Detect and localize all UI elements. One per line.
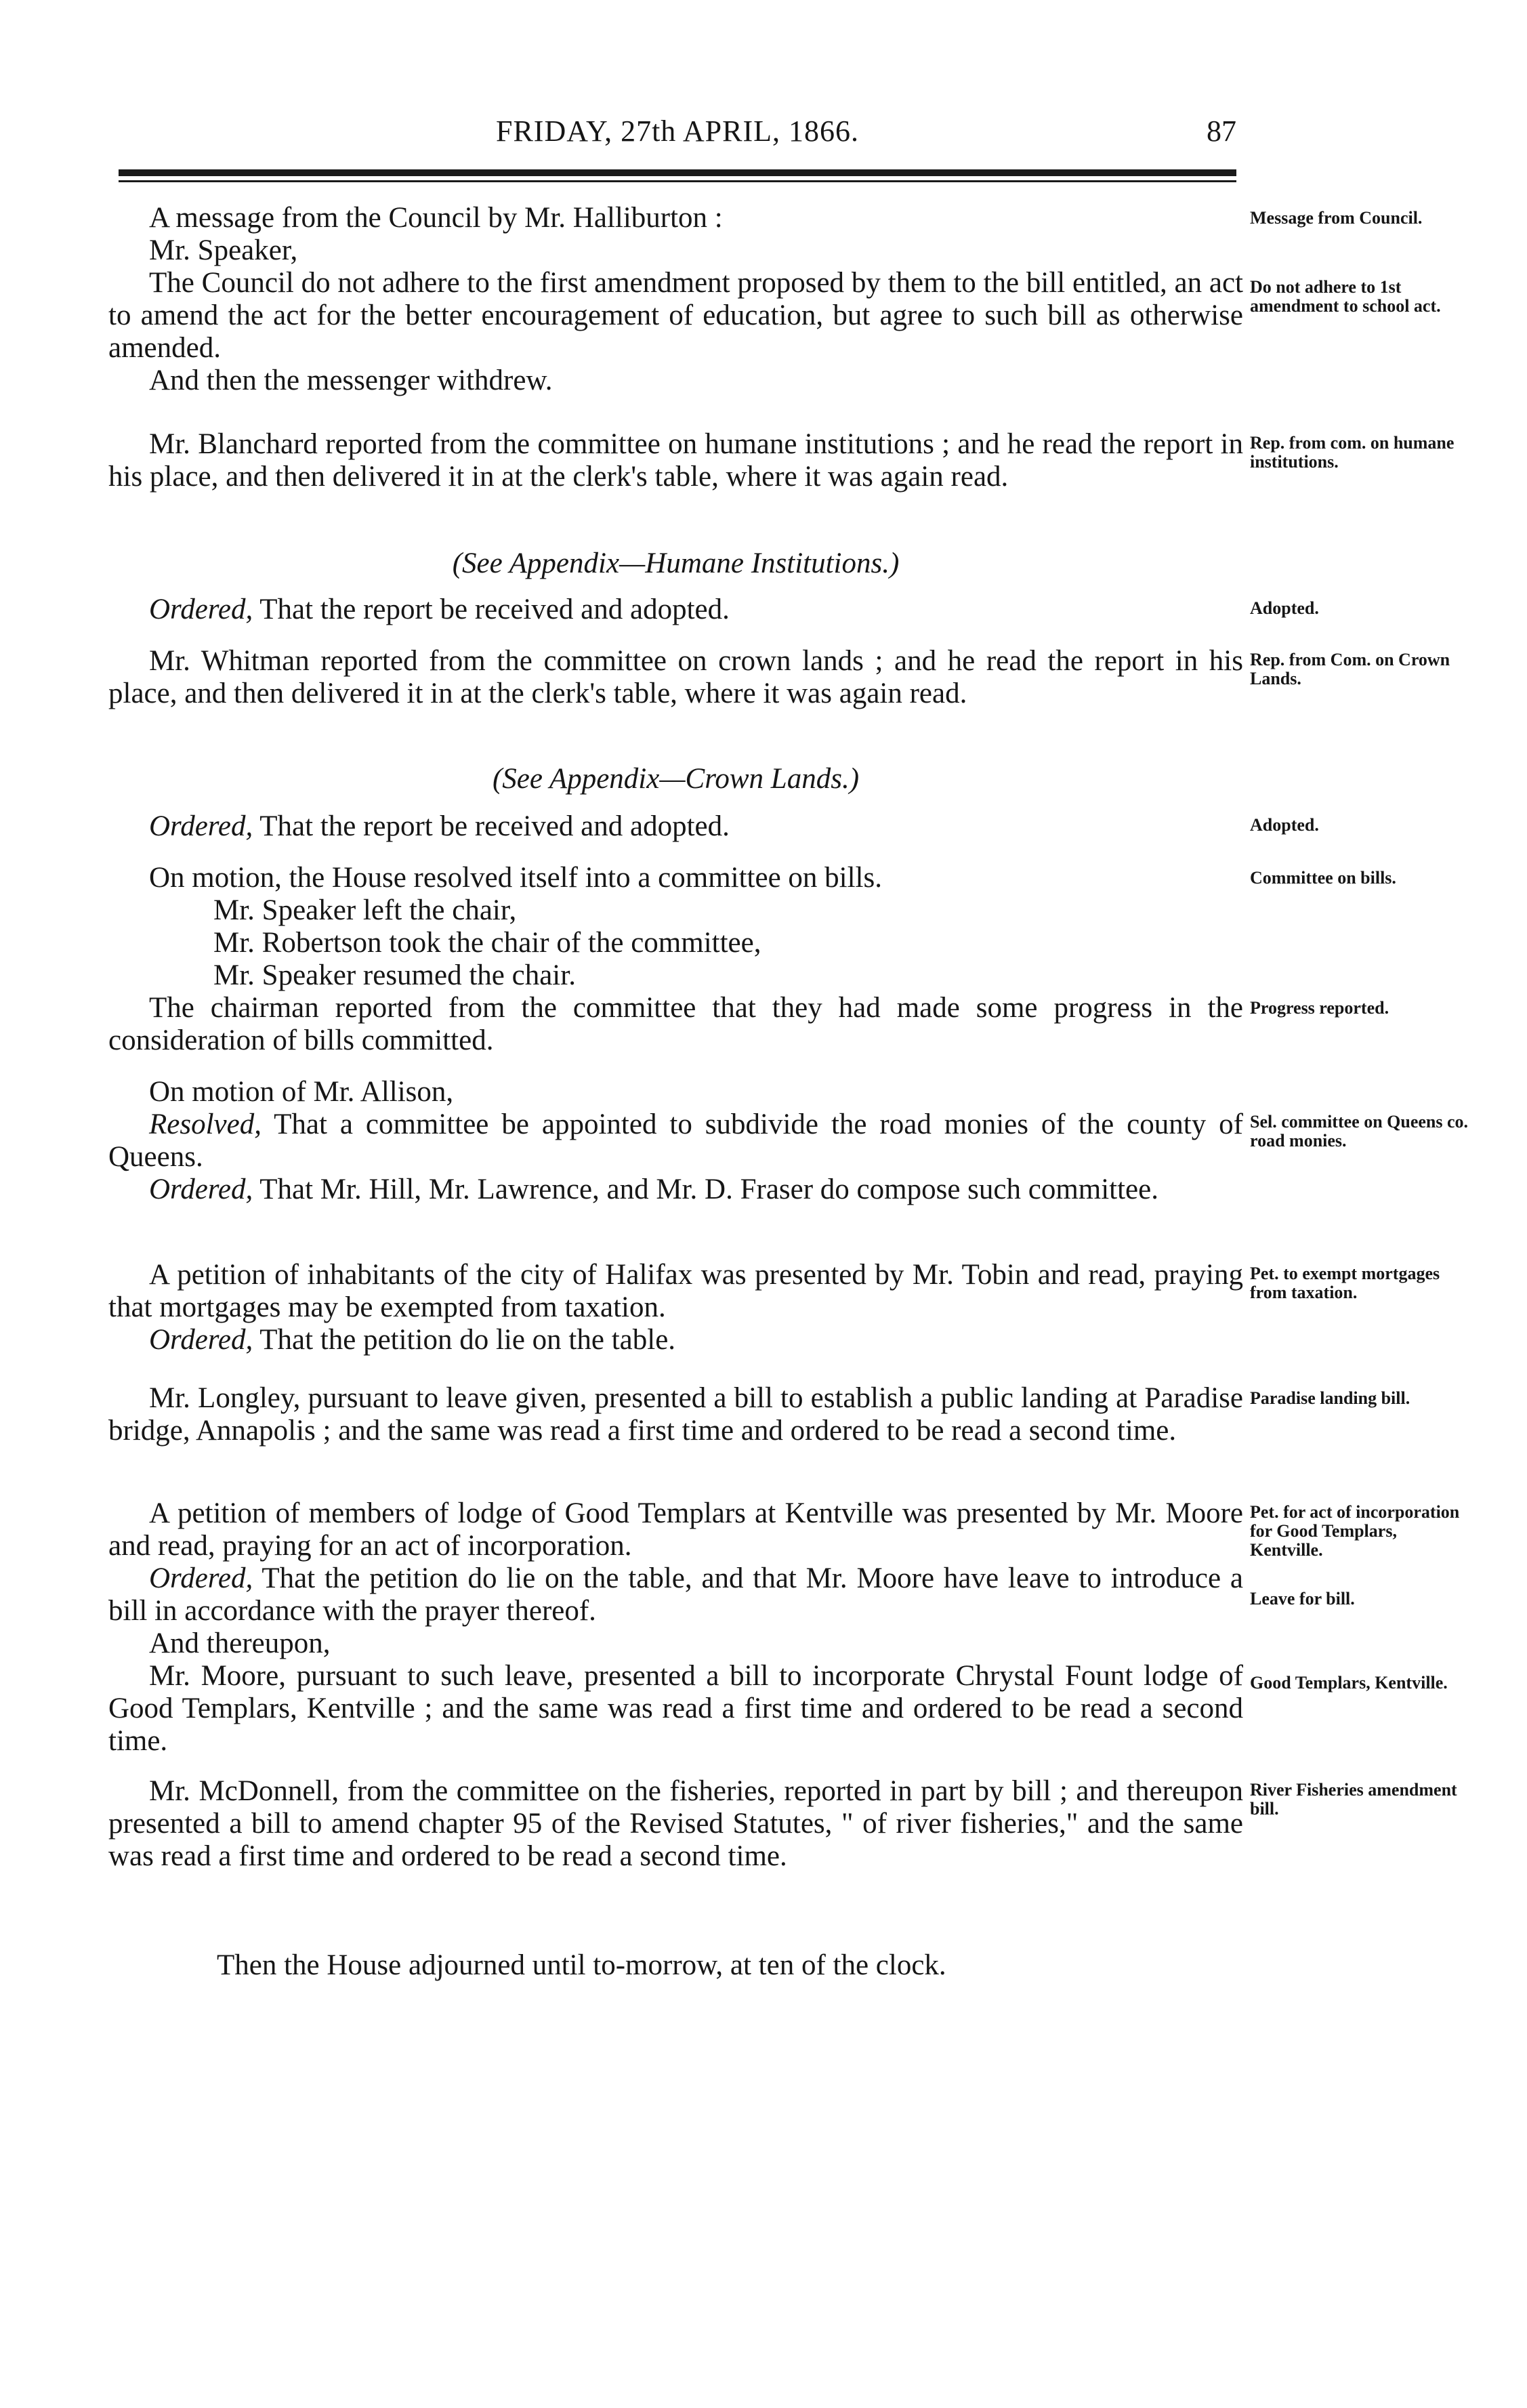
resolved-label: Resolved, [149, 1108, 262, 1140]
side-note: Good Templars, Kentville. [1250, 1673, 1448, 1693]
message-from-council [108, 202, 1243, 397]
longley-bill [108, 1382, 1243, 1447]
appendix-reference [108, 547, 1243, 580]
ordered-adopted [108, 810, 1243, 843]
ordered-text: That the petition do lie on the table. [259, 1324, 676, 1356]
ordered-label: Ordered, [149, 594, 253, 625]
side-note: Progress reported. [1250, 998, 1389, 1018]
header-rule-thick [119, 169, 1236, 176]
ordered-label: Ordered, [149, 1174, 253, 1205]
body-paragraph: Mr. Moore, pursuant to such leave, presented a bill to incorporate Chrystal Fount lodge of Good Templars, Kentville ; and the same was read a first time and ordered to be read a second time. [108, 1660, 1243, 1757]
page-number: 87 [1207, 115, 1236, 148]
side-note: Pet. for act of incorporation for Good Templars, Kentville. [1250, 1502, 1460, 1560]
side-note: Leave for bill. [1250, 1589, 1355, 1608]
adjournment-line: Then the House adjourned until to-morrow, at ten of the clock. [217, 1949, 946, 1981]
side-note: Pet. to exempt mortgages from taxation. [1250, 1264, 1440, 1302]
body-line: On motion of Mr. Allison, [149, 1076, 454, 1108]
appendix-line: (See Appendix—Humane Institutions.) [452, 547, 900, 579]
body-paragraph: The Council do not adhere to the first amendment proposed by them to the bill entitled, an act to amend the act for the better encouragement of education, but agree to such bill as otherwise amended. [108, 267, 1243, 364]
body-line: On motion, the House resolved itself into a committee on bills. [149, 862, 882, 894]
body-paragraph: The chairman reported from the committee that they had made some progress in the consideration of bills committed. [108, 992, 1243, 1056]
body-paragraph: Mr. Longley, pursuant to leave given, presented a bill to establish a public landing at Paradise bridge, Annapolis ; and the same was read a first time and ordered to be read a second time. [108, 1382, 1243, 1447]
body-line: And thereupon, [149, 1627, 331, 1659]
side-note: Adopted. [1250, 815, 1319, 835]
committee-on-bills [108, 862, 1243, 1057]
side-note: Rep. from com. on humane institutions. [1250, 433, 1455, 472]
side-note: Paradise landing bill. [1250, 1388, 1410, 1408]
appendix-reference [108, 763, 1243, 795]
side-note: Sel. committee on Queens co. road monies. [1250, 1112, 1469, 1150]
ordered-text: That the petition do lie on the table, and that Mr. Moore have leave to introduce a bill in accordance with the prayer thereof. [108, 1562, 1244, 1627]
body-line: A message from the Council by Mr. Halliburton : [149, 202, 723, 234]
body-line: And then the messenger withdrew. [149, 365, 553, 396]
ordered-label: Ordered, [149, 1562, 253, 1594]
side-note: Do not adhere to 1st amendment to school act. [1250, 277, 1441, 316]
halifax-petition [108, 1259, 1243, 1356]
mcdonnell-fisheries [108, 1775, 1243, 1873]
side-note: Adopted. [1250, 598, 1319, 618]
ordered-text: That the report be received and adopted. [253, 594, 730, 625]
body-line: Mr. Speaker left the chair, [213, 894, 517, 926]
ordered-adopted [108, 594, 1243, 626]
body-line: Mr. Speaker, [149, 234, 298, 266]
page-header [119, 114, 1236, 154]
ordered-text: That Mr. Hill, Mr. Lawrence, and Mr. D. Fraser do compose such committee. [259, 1174, 1158, 1205]
header-rule-thin [119, 180, 1236, 182]
side-note: Rep. from Com. on Crown Lands. [1250, 650, 1450, 688]
whitman-report [108, 645, 1243, 710]
ordered-text: That the report be received and adopted. [253, 810, 730, 842]
good-templars-petition [108, 1497, 1243, 1758]
side-note: River Fisheries amendment bill. [1250, 1780, 1457, 1819]
ordered-label: Ordered, [149, 1324, 253, 1356]
body-paragraph: Mr. Blanchard reported from the committee on humane institutions ; and he read the report in his place, and then delivered it in at the clerk's table, where it was again read. [108, 428, 1243, 493]
resolved-text: That a committee be appointed to subdivide the road monies of the county of Queens. [108, 1108, 1243, 1173]
side-note: Message from Council. [1250, 208, 1423, 228]
appendix-line: (See Appendix—Crown Lands.) [492, 763, 860, 795]
body-line: Mr. Robertson took the chair of the committee, [213, 927, 761, 959]
side-note: Committee on bills. [1250, 868, 1396, 888]
body-line: Mr. Speaker resumed the chair. [213, 959, 576, 991]
body-paragraph: Mr. McDonnell, from the committee on the fisheries, reported in part by bill ; and thereupon presented a bill to amend chapter 95 of the Revised Statutes, " of river fisheries," and the same was read a first time and ordered to be read a second time. [108, 1775, 1243, 1872]
body-paragraph: A petition of inhabitants of the city of Halifax was presented by Mr. Tobin and read, praying that mortgages may be exempted from taxation. [108, 1259, 1243, 1323]
allison-motion [108, 1076, 1243, 1206]
ordered-label: Ordered, [149, 810, 253, 842]
body-paragraph: A petition of members of lodge of Good Templars at Kentville was presented by Mr. Moore and read, praying for an act of incorporation. [108, 1497, 1243, 1562]
body-paragraph: Mr. Whitman reported from the committee on crown lands ; and he read the report in his place, and then delivered it in at the clerk's table, where it was again read. [108, 645, 1243, 709]
blanchard-report [108, 428, 1243, 493]
page-title: FRIDAY, 27th APRIL, 1866. [495, 115, 859, 148]
